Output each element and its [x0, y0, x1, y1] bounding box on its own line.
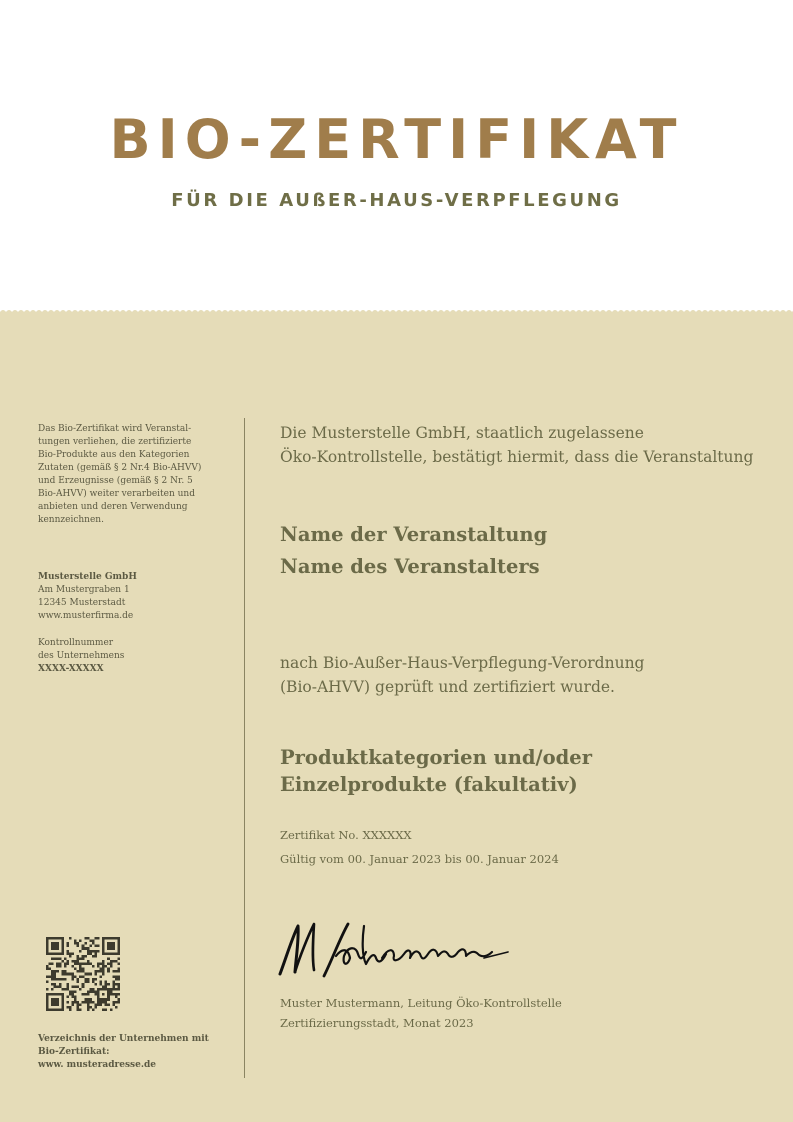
validity-period: Gültig vom 00. Januar 2023 bis 00. Januar 2024: [280, 852, 559, 866]
company-city: 12345 Musterstadt: [38, 598, 126, 608]
certificate-details: [280, 823, 559, 871]
sidebar-intro-line: Zutaten (gemäß § 2 Nr.4 Bio-AHVV): [38, 463, 202, 473]
place-date: Zertifizierungsstadt, Monat 2023: [280, 1016, 474, 1030]
verification-line: nach Bio-Außer-Haus-Verpflegung-Verordnung: [280, 654, 645, 672]
sidebar-intro-line: Bio-AHVV) weiter verarbeiten und: [38, 489, 195, 499]
qr-code-icon: [46, 937, 120, 1011]
verification-line: (Bio-AHVV) geprüft und zertifiziert wurde.: [280, 678, 615, 696]
sidebar-intro-line: Das Bio-Zertifikat wird Veranstal-: [38, 424, 192, 434]
control-label: des Unternehmens: [38, 651, 125, 661]
signature-image: [278, 918, 510, 982]
directory-block: [38, 1033, 233, 1072]
signer-name: Muster Mustermann, Leitung Öko-Kontrollstelle: [280, 996, 562, 1010]
company-website: www.musterfirma.de: [38, 611, 134, 621]
company-street: Am Mustergraben 1: [38, 585, 130, 595]
categories-line: Einzelprodukte (fakultativ): [280, 773, 578, 796]
directory-url: www. musteradresse.de: [38, 1060, 156, 1070]
directory-label: Verzeichnis der Unternehmen mit: [38, 1034, 209, 1044]
sidebar-intro-line: Bio-Produkte aus den Kategorien: [38, 450, 190, 460]
organizer-name: Name des Veranstalters: [280, 555, 540, 578]
sidebar-intro-line: tungen verliehen, die zertifizierte: [38, 437, 192, 447]
sidebar-intro: [38, 423, 233, 527]
sidebar-intro-line: kennzeichnen.: [38, 515, 104, 525]
verification-text: [280, 651, 780, 699]
categories-line: Produktkategorien und/oder: [280, 746, 592, 769]
control-label: Kontrollnummer: [38, 638, 114, 648]
company-name: Musterstelle GmbH: [38, 572, 137, 582]
column-divider: [244, 418, 245, 1078]
certificate-subtitle: FÜR DIE AUßER-HAUS-VERPFLEGUNG: [171, 190, 622, 211]
product-categories: [280, 744, 760, 798]
sidebar-intro-line: und Erzeugnisse (gemäß § 2 Nr. 5: [38, 476, 193, 486]
lead-line: Die Musterstelle GmbH, staatlich zugelassene: [280, 424, 644, 442]
wavy-edge: [0, 306, 793, 316]
control-number: XXXX-XXXXX: [38, 664, 104, 674]
certificate-title: BIO-ZERTIFIKAT: [109, 108, 684, 171]
certificate-number: Zertifikat No. XXXXXX: [280, 828, 412, 842]
directory-label: Bio-Zertifikat:: [38, 1047, 110, 1057]
event-name: Name der Veranstaltung: [280, 523, 548, 546]
event-block: [280, 519, 547, 583]
lead-line: Öko-Kontrollstelle, bestätigt hiermit, dass die Veranstaltung: [280, 448, 754, 466]
signer-block: [280, 993, 562, 1033]
company-address: [38, 571, 233, 623]
header: [0, 0, 793, 312]
lead-text: [280, 421, 780, 469]
sidebar-intro-line: anbieten und deren Verwendung: [38, 502, 188, 512]
control-number-block: [38, 637, 233, 676]
